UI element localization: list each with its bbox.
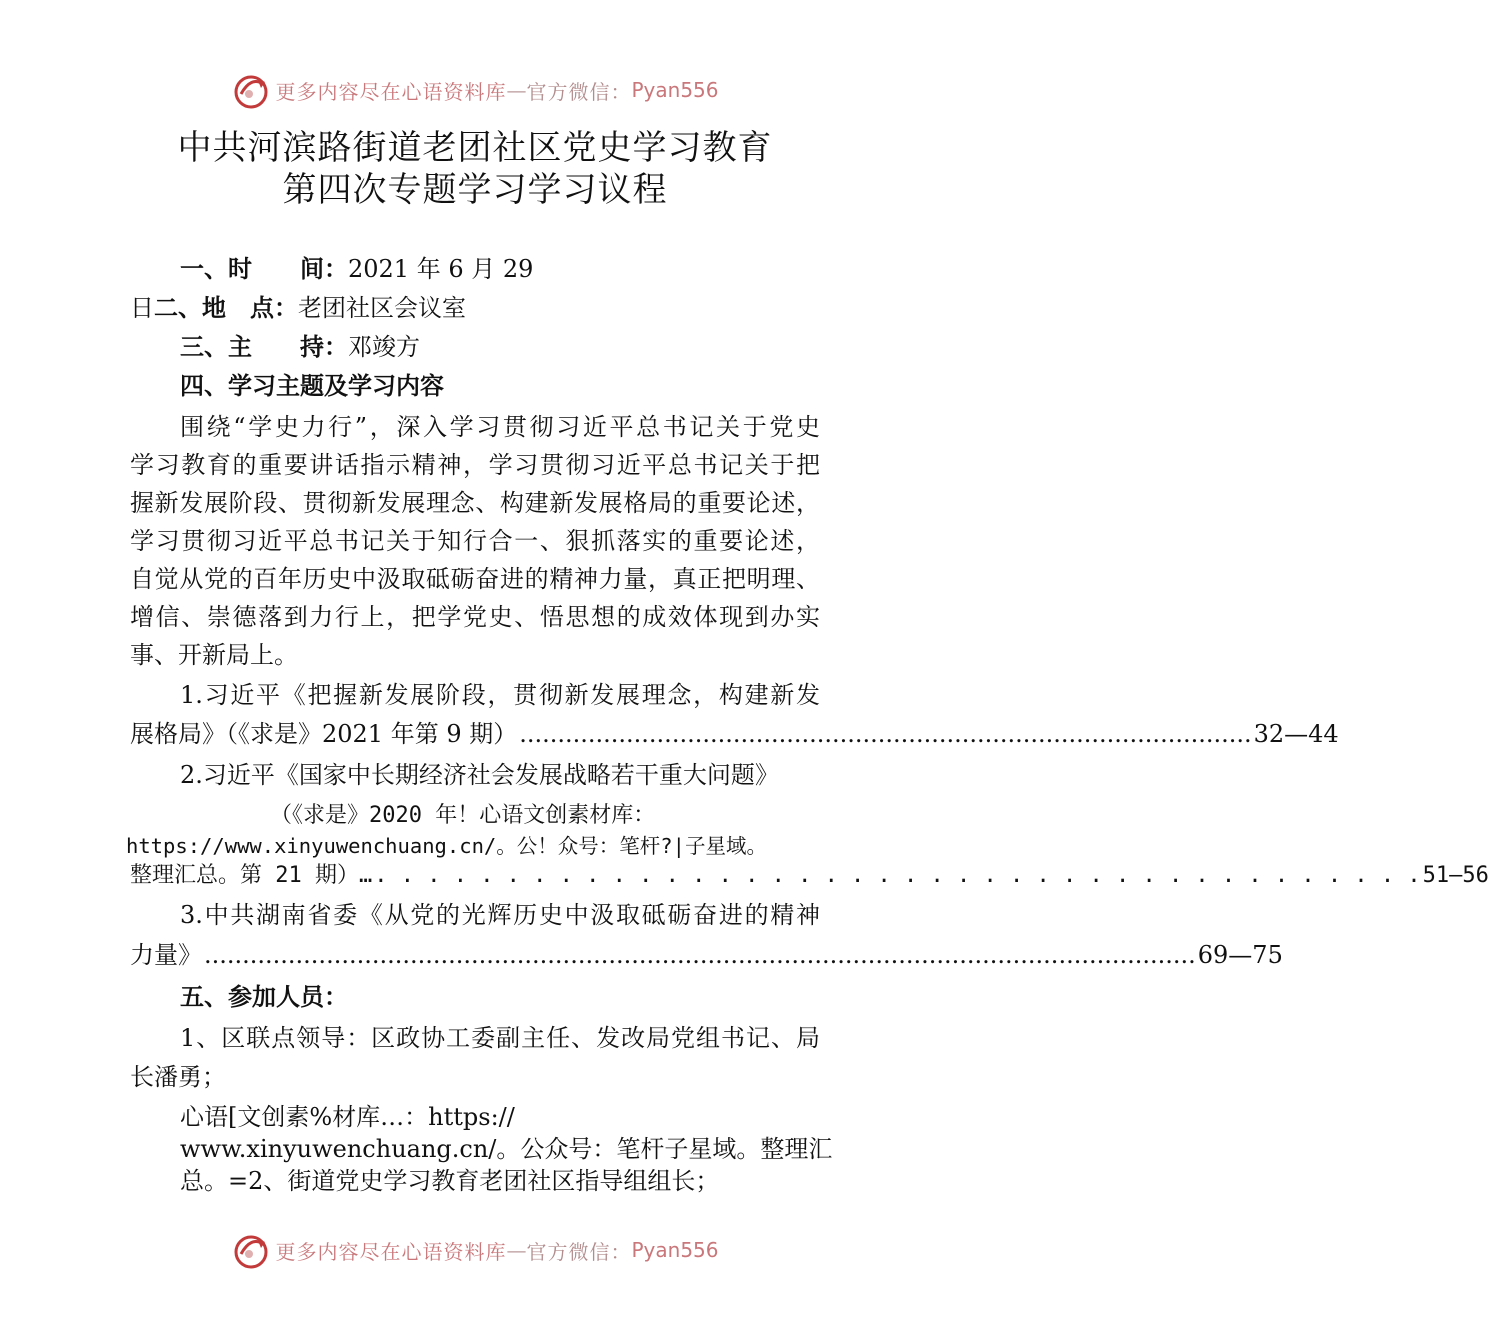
section4-para-line: 增信、崇德落到力行上，把学党史、悟思想的成效体现到办实 (130, 603, 820, 631)
meta-place-value: 老团社区会议室 (298, 294, 466, 322)
leader-dots: .................................................................................................................................. (204, 941, 1196, 969)
study-item-2-line3: https://www.xinyuwenchuang.cn/。公！众号：笔杆?|子星域。 (126, 834, 767, 858)
watermark-text: 更多内容尽在心语资料库 (275, 1239, 507, 1264)
meta-time (180, 254, 820, 284)
logo-icon (231, 70, 271, 110)
section4-para-line: 握新发展阶段、贯彻新发展理念、构建新发展格局的重要论述， (130, 489, 820, 517)
study-item-3-line1: 3.中共湖南省委《从党的光辉历史中汲取砥砺奋进的精神 (180, 901, 820, 929)
document-title-line2: 第四次专题学习学习议程 (282, 170, 668, 210)
study-item-1-line1: 1.习近平《把握新发展阶段，贯彻新发展理念，构建新发 (180, 681, 820, 709)
study-item-3-source: 力量》 (130, 941, 202, 969)
watermark-wechat-label: 官方微信： (526, 79, 632, 104)
study-item-1-source: 展格局》（《求是》2021 年第 9 期） (130, 720, 518, 748)
leader-dots: ................................................................................................ (519, 720, 1252, 748)
study-item-2-line1: 2.习近平《国家中长期经济社会发展战略若干重大问题》 (180, 761, 779, 789)
study-item-1-line2 (130, 719, 1339, 749)
meta-time-label: 一、时 间： (180, 254, 348, 283)
study-item-2-line4 (130, 861, 1489, 891)
meta-host-label: 三、主 持： (180, 332, 348, 361)
watermark-wechat-id: Pyan556 (631, 78, 719, 102)
participant-1-line1: 1、区联点领导：区政协工委副主任、发改局党组书记、局 (180, 1024, 820, 1052)
watermark-footer (0, 1230, 950, 1270)
section4-heading: 四、学习主题及学习内容 (180, 371, 444, 400)
document-title-line1: 中共河滨路街道老团社区党史学习教育 (177, 128, 773, 168)
watermark-separator: — (506, 1238, 527, 1262)
study-item-2-issue: 整理汇总。第 21 期）… (130, 863, 373, 888)
meta-place-label: 二、地 点： (154, 293, 298, 322)
study-item-2-pages: 51—56 (1422, 863, 1489, 888)
watermark-text: 更多内容尽在心语资料库 (275, 79, 507, 104)
participant-2-line1: 心语[文创素%材库…：https:// (180, 1103, 515, 1131)
meta-host (180, 332, 820, 362)
watermark-wechat-id: Pyan556 (631, 1238, 719, 1262)
meta-date-suffix: 日 (130, 294, 154, 322)
study-item-3-line2 (130, 940, 1283, 970)
study-item-1-pages: 32—44 (1253, 720, 1339, 748)
meta-place (130, 293, 820, 323)
study-item-3-pages: 69—75 (1197, 941, 1283, 969)
section4-para-line: 学习教育的重要讲话指示精神，学习贯彻习近平总书记关于把 (130, 451, 820, 479)
leader-dots: . . . . . . . . . . . . . . . . . . . . . . . . . . . . . . . . . . . . . . . . (374, 863, 1421, 888)
section4-para-line: 事、开新局上。 (130, 641, 298, 669)
participant-1-line2: 长潘勇； (130, 1063, 226, 1091)
meta-time-value: 2021 年 6 月 29 (348, 255, 534, 283)
study-item-2-line2: （《求是》2020 年！心语文创素材库： (270, 803, 656, 828)
watermark-header (0, 70, 950, 110)
participant-2-line2: www.xinyuwenchuang.cn/。公众号：笔杆子星域。整理汇 (180, 1135, 833, 1163)
participant-2-line3: 总。=2、街道党史学习教育老团社区指导组组长； (180, 1167, 720, 1195)
logo-icon (231, 1230, 271, 1270)
watermark-separator: — (506, 78, 527, 102)
section4-para-line: 围绕“学史力行”，深入学习贯彻习近平总书记关于党史 (180, 413, 820, 441)
meta-host-value: 邓竣方 (348, 333, 420, 361)
section5-heading: 五、参加人员： (180, 982, 348, 1011)
section4-para-line: 自觉从党的百年历史中汲取砥砺奋进的精神力量，真正把明理、 (130, 565, 820, 593)
watermark-wechat-label: 官方微信： (526, 1239, 632, 1264)
section4-para-line: 学习贯彻习近平总书记关于知行合一、狠抓落实的重要论述， (130, 527, 820, 555)
